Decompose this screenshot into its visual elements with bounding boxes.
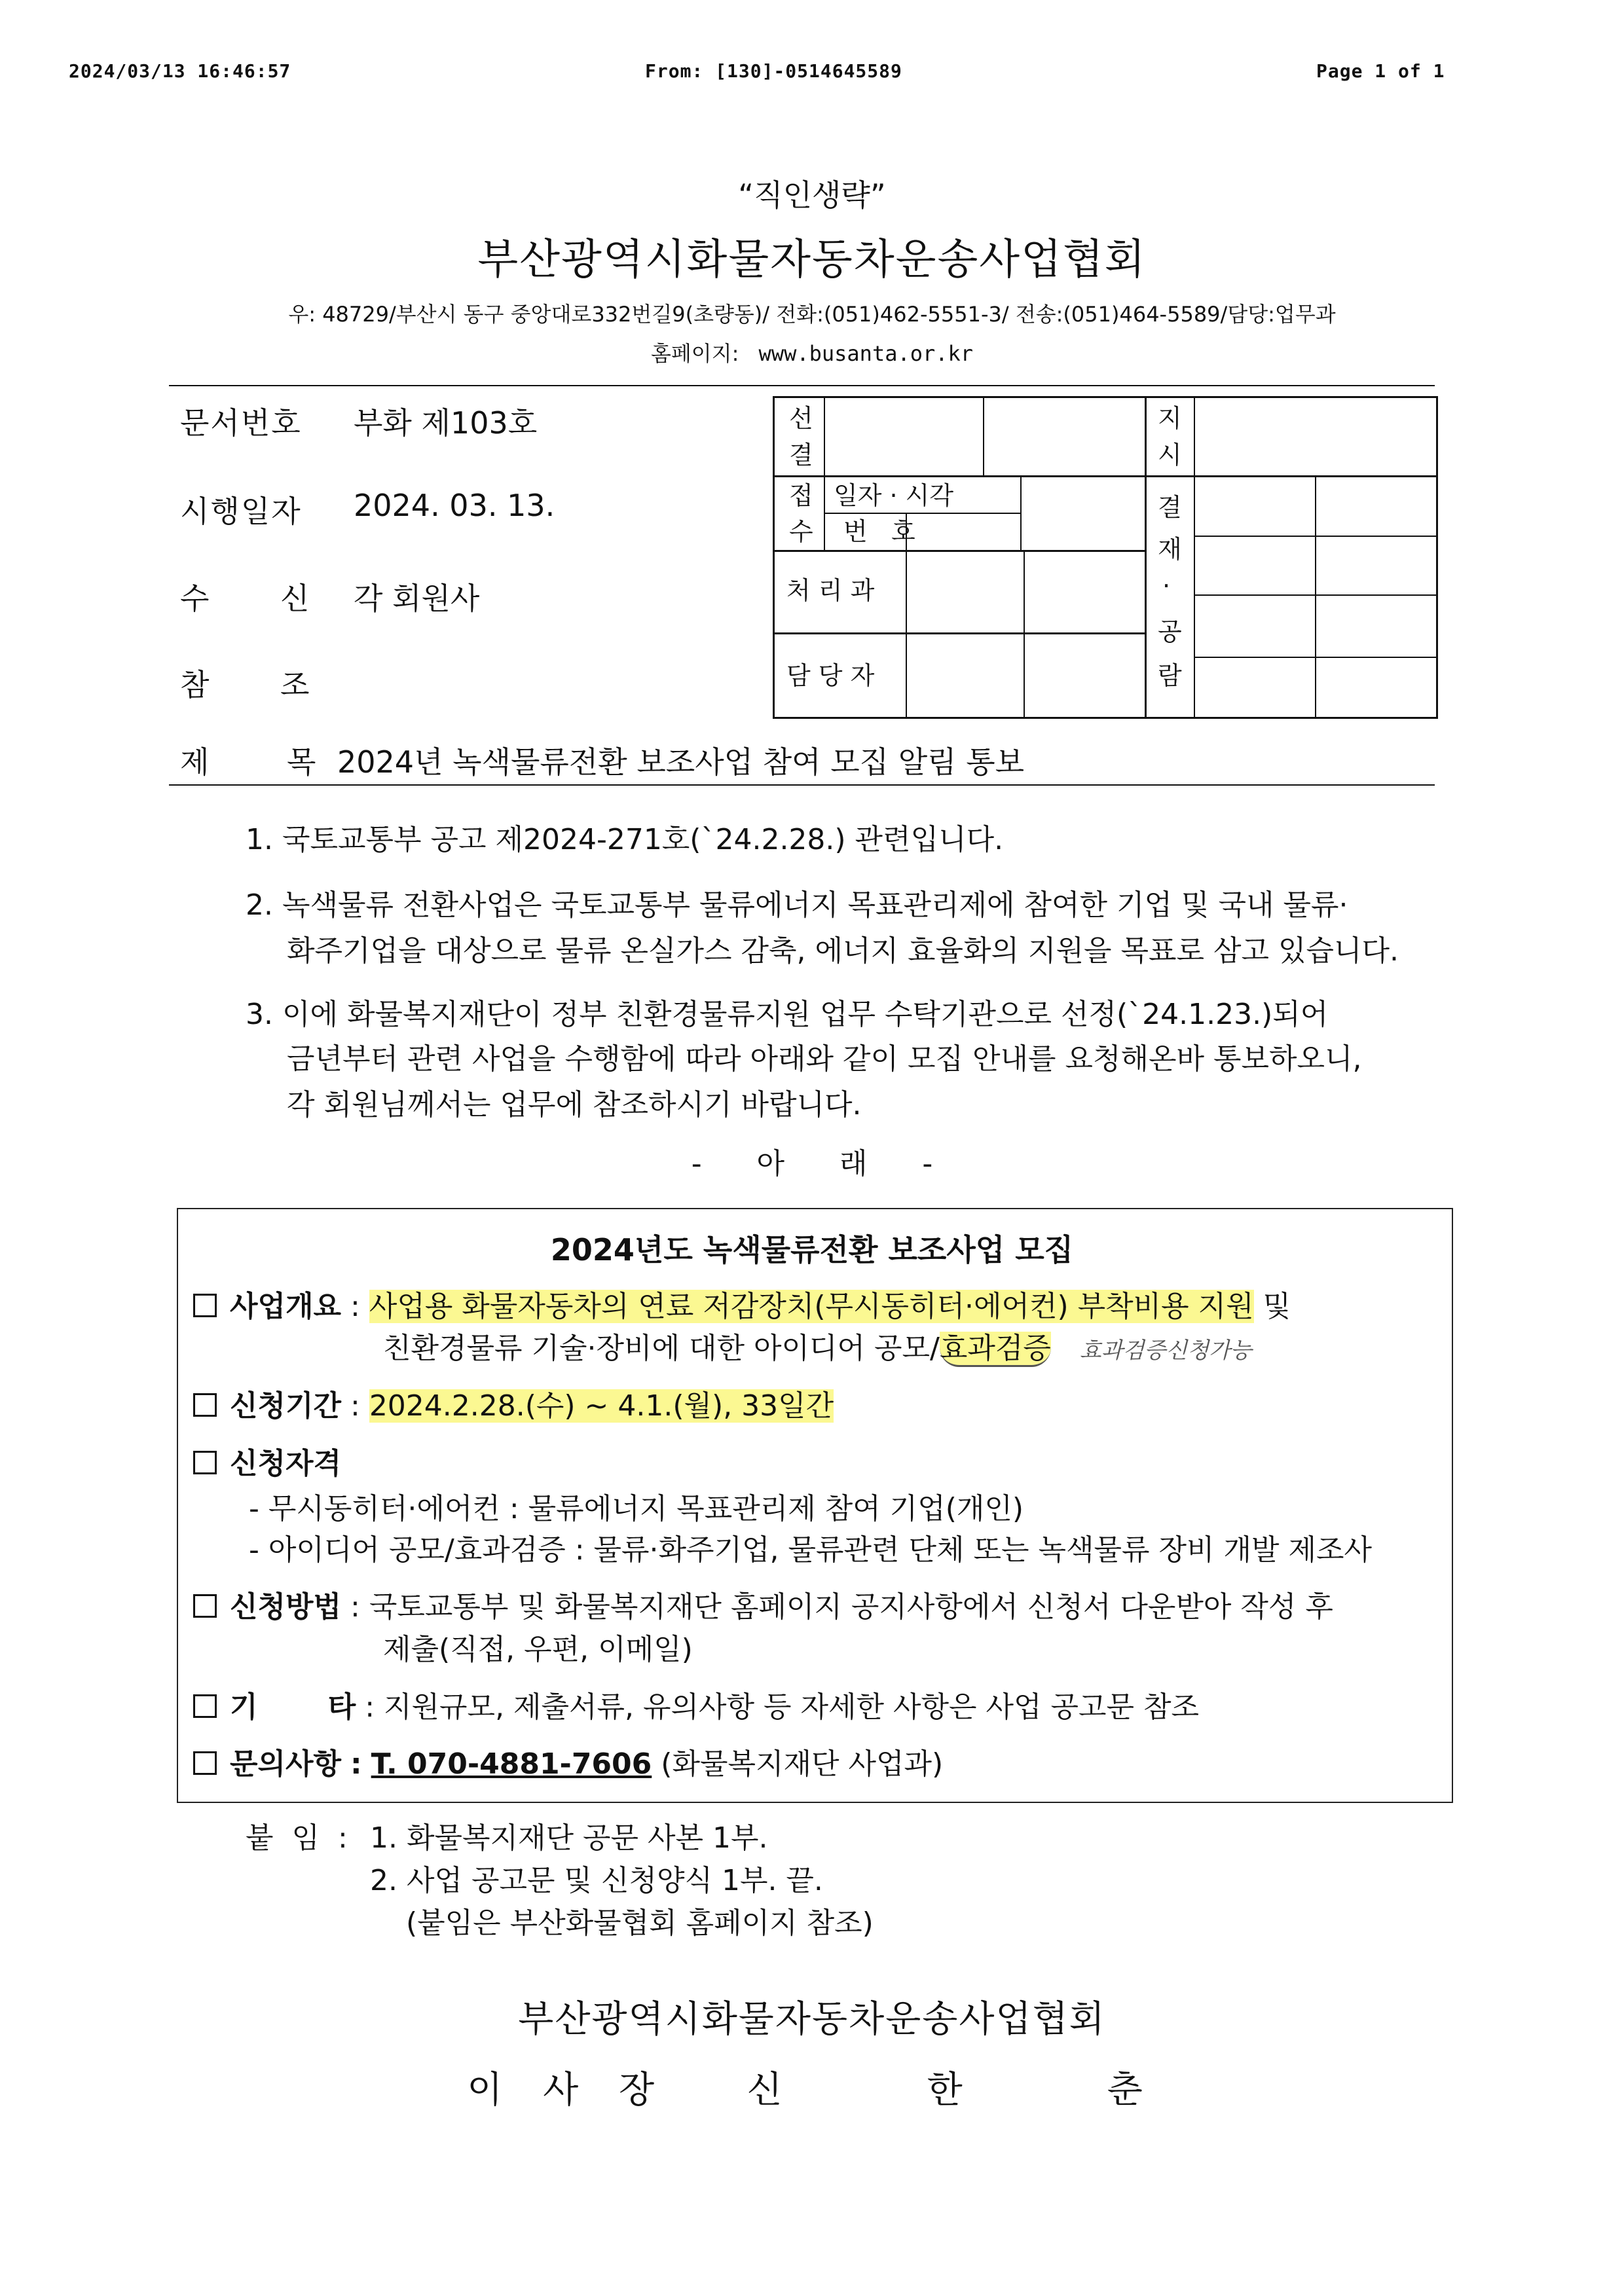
checkbox-icon (193, 1294, 217, 1317)
method-line-1: 국토교통부 및 화물복지재단 홈페이지 공지사항에서 신청서 다운받아 작성 후 (369, 1590, 1333, 1624)
approval-jeop: 접 (789, 481, 813, 510)
etc-label: 기 타 (230, 1690, 356, 1724)
homepage-line (0, 337, 1624, 367)
recipient: 각 회원사 (354, 581, 480, 616)
attachments-label: 붙 임 : (246, 1821, 348, 1855)
approval-ji: 지 (1158, 404, 1182, 433)
attachment-1: 1. 화물복지재단 공문 사본 1부. (370, 1821, 768, 1855)
approval-processing-dept: 처 리 과 (786, 576, 875, 605)
subject-divider (169, 784, 1435, 786)
handwritten-note: 효과검증신청가능 (1079, 1338, 1252, 1364)
homepage-label: 홈페이지: (650, 341, 739, 366)
attachment-note: (붙임은 부산화물협회 홈페이지 참조) (406, 1906, 874, 1940)
eligibility-2: - 아이디어 공모/효과검증 : 물류·화주기업, 물류관련 단체 또는 녹색물류 장비 개발 제조사 (249, 1533, 1372, 1567)
etc-text: 지원규모, 제출서류, 유의사항 등 자세한 사항은 사업 공고문 참조 (384, 1690, 1200, 1724)
contact-row: 문의사항 : T. 070-4881-7606 (화물복지재단 사업과) (193, 1745, 943, 1784)
paragraph-3-line-2: 금년부터 관련 사업을 수행함에 따라 아래와 같이 모집 안내를 요청해온바 통보하오니, (287, 1042, 1362, 1076)
contact-phone[interactable]: T. 070-4881-7606 (371, 1747, 652, 1781)
fax-datetime: 2024/03/13 16:46:57 (69, 60, 291, 82)
overview-label: 사업개요 (230, 1290, 342, 1323)
paragraph-2-line-2: 화주기업을 대상으로 물류 온실가스 감축, 에너지 효율화의 지원을 목표로 삼고 있습니다. (287, 934, 1399, 968)
signature-chairman: 이 사 장 신 한 춘 (467, 2069, 1157, 2111)
doc-number: 부화 제103호 (354, 405, 538, 441)
approval-ram: 람 (1158, 661, 1182, 690)
method-label: 신청방법 (230, 1590, 342, 1624)
attachment-2: 2. 사업 공고문 및 신청양식 1부. 끝. (370, 1864, 823, 1897)
period-row: 신청기간 : 2024.2.28.(수) ~ 4.1.(월), 33일간 (193, 1387, 834, 1426)
approval-number: 번 호 (843, 517, 915, 546)
approval-box (773, 396, 1438, 719)
overview-highlight: 사업용 화물자동차의 연료 저감장치(무시동히터·에어컨) 부착비용 지원 (369, 1290, 1254, 1323)
header-divider (169, 385, 1435, 386)
approval-dot: · (1162, 572, 1171, 600)
fax-page: Page 1 of 1 (1316, 60, 1445, 82)
eligibility-label: 신청자격 (230, 1447, 342, 1480)
checkbox-icon (193, 1393, 217, 1417)
date-label: 시행일자 (180, 494, 302, 529)
notice-title: 2024년도 녹색물류전환 보조사업 모집 (550, 1232, 1074, 1267)
approval-gyeol2: 결 (1158, 493, 1182, 522)
seal-omitted-note: “직인생략” (738, 177, 886, 213)
approval-gong: 공 (1158, 617, 1182, 646)
approval-date-time: 일자 · 시각 (834, 481, 954, 510)
period-label: 신청기간 (230, 1389, 342, 1423)
overview-tail: 및 (1253, 1290, 1291, 1323)
method-row: 신청방법 : 국토교통부 및 화물복지재단 홈페이지 공지사항에서 신청서 다운받아 작성 후 (193, 1588, 1333, 1627)
approval-jae: 재 (1158, 535, 1182, 564)
overview-line-2: 친환경물류 기술·장비에 대한 아이디어 공모/ (383, 1332, 940, 1365)
etc-row: 기 타 : 지원규모, 제출서류, 유의사항 등 자세한 사항은 사업 공고문 참조 (193, 1688, 1199, 1727)
homepage-url[interactable]: www.busanta.or.kr (758, 341, 974, 366)
enforcement-date: 2024. 03. 13. (354, 488, 555, 523)
paragraph-2-line-1: 2. 녹색물류 전환사업은 국토교통부 물류에너지 목표관리제에 참여한 기업 및 국내 물류· (246, 888, 1348, 922)
org-name: 부산광역시화물자동차운송사업협회 (477, 236, 1147, 284)
checkbox-icon (193, 1694, 217, 1718)
eligibility-row (193, 1444, 341, 1484)
signature-org: 부산광역시화물자동차운송사업협회 (518, 1998, 1106, 2041)
contact-label: 문의사항 (230, 1747, 342, 1781)
approval-person-in-charge: 담 당 자 (786, 661, 875, 690)
eligibility-1: - 무시동히터·에어컨 : 물류에너지 목표관리제 참여 기업(개인) (249, 1492, 1024, 1525)
paragraph-3-line-3: 각 회원님께서는 업무에 참조하시기 바랍니다. (287, 1088, 862, 1121)
paragraph-1: 1. 국토교통부 공고 제2024-271호(`24.2.28.) 관련입니다. (246, 823, 1004, 856)
fax-from: From: [130]-0514645589 (645, 60, 902, 82)
contact-org: (화물복지재단 사업과) (661, 1747, 944, 1781)
checkbox-icon (193, 1751, 217, 1775)
checkbox-icon (193, 1451, 217, 1474)
approval-sun: 선 (789, 404, 813, 433)
reference-label: 참 조 (180, 667, 311, 702)
application-period: 2024.2.28.(수) ~ 4.1.(월), 33일간 (369, 1389, 834, 1423)
approval-si: 시 (1158, 441, 1182, 469)
approval-gyeol: 결 (789, 441, 813, 469)
org-address: 우: 48729/부산시 동구 중앙대로332번길9(초량동)/ 전화:(051)462-5551-3/ 전송:(051)464-5589/담당:업무과 (288, 302, 1336, 327)
subject: 2024년 녹색물류전환 보조사업 참여 모집 알림 통보 (337, 744, 1025, 780)
subject-label: 제 목 (180, 744, 318, 780)
doc-number-label: 문서번호 (180, 405, 302, 441)
overview-row-2 (383, 1329, 1252, 1370)
below-marker: - 아 래 - (691, 1147, 933, 1180)
approval-su: 수 (789, 517, 813, 546)
effect-verification: 효과검증 (940, 1332, 1051, 1367)
checkbox-icon (193, 1594, 217, 1618)
overview-row: 사업개요 : 사업용 화물자동차의 연료 저감장치(무시동히터·에어컨) 부착비용 지원 및 (193, 1287, 1291, 1326)
paragraph-3-line-1: 3. 이에 화물복지재단이 정부 친환경물류지원 업무 수탁기관으로 선정(`24.1.23.)되어 (246, 998, 1329, 1031)
method-line-2: 제출(직접, 우편, 이메일) (383, 1633, 693, 1666)
recipient-label: 수 신 (180, 581, 311, 616)
